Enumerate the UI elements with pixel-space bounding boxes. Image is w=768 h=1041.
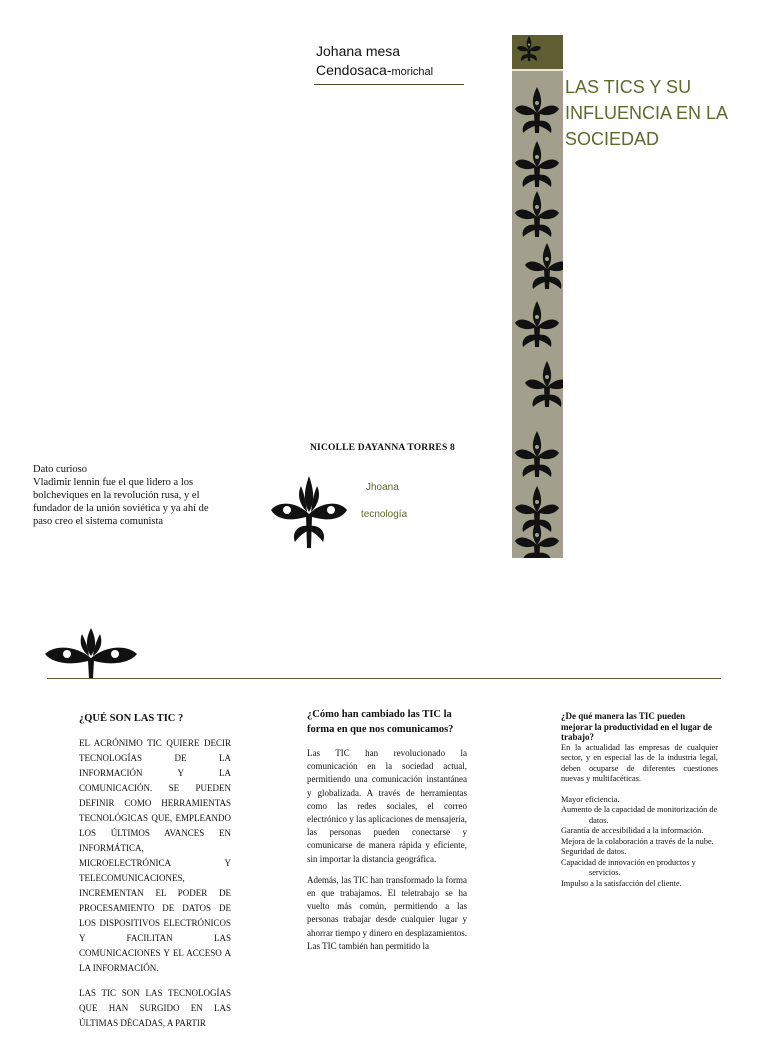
credit-tecnologia: tecnología [361, 509, 408, 520]
column2-paragraph-1: Las TIC han revolucionado la comunicación en la sociedad actual, permitiendo una comunicación instantánea y globalizada. A través de herramientas como las redes sociales, el correo electrónico y las aplicaciones de mensajería, las personas pueden conectarse y comunicarse de manera rápida y eficiente, sin importar la distancia geográfica. [307, 748, 467, 864]
column1-paragraph-2: LAS TIC SON LAS TECNOLOGÍAS QUE HAN SURGIDO EN LAS ÚLTIMAS DÉCADAS, A PARTIR [79, 988, 231, 1028]
column2-paragraph-2: Además, las TIC han transformado la forma en que trabajamos. El teletrabajo se ha vuelto más común, permitiendo a las personas trabajar desde cualquier lugar y ahorrar tiempo y dinero en desplazamientos. Las TIC también han permitido la [307, 874, 467, 951]
list-item: Aumento de la capacidad de monitorización de datos. [561, 805, 718, 825]
author-line1: Johana mesa [316, 43, 401, 59]
column3-paragraph-1: En la actualidad las empresas de cualquier sector, y en especial las de la industria legal, deben ocuparse de diferentes cuestiones nuevas y multifacéticas. [561, 742, 718, 783]
author-surname: Cendosaca- [316, 62, 392, 78]
list-item: Impulso a la satisfacción del cliente. [561, 878, 682, 888]
column-que-son-tic [79, 713, 231, 1041]
column1-heading: ¿QUÉ SON LAS TIC ? [79, 713, 184, 724]
fun-fact-text: Vladimir lennin fue el que lidero a los bolcheviques en la revolución rusa, y el fundador de la unión soviética y ya ahí de paso creo el sistema comunista [33, 477, 209, 527]
fun-fact-heading: Dato curioso [33, 464, 87, 475]
column3-heading: ¿De qué manera las TIC pueden mejorar la productividad en el lugar de trabajo? [561, 711, 713, 742]
floral-divider-icon [45, 626, 137, 680]
credit-jhoana: Jhoana [366, 482, 399, 493]
list-item: Mayor eficiencia. [561, 794, 620, 804]
floral-ornament-column-icon [512, 35, 563, 558]
list-item: Seguridad de datos. [561, 847, 627, 856]
list-item: Garantía de accesibilidad a la información. [561, 826, 704, 835]
page-title: LAS TICS Y SU INFLUENCIA EN LA SOCIEDAD [565, 77, 728, 149]
floral-ornament-icon [270, 474, 348, 550]
column2-heading: ¿Cómo han cambiado las TIC la forma en que nos comunicamos? [307, 709, 454, 735]
benefits-list [561, 795, 718, 890]
column1-paragraph-1: EL ACRÓNIMO TIC QUIERE DECIR TECNOLOGÍAS DE LA INFORMACIÓN Y LA COMUNICACIÓN. SE PUEDEN DEFINIR COMO HERRAMIENTAS TECNOLÓGICAS QUE, EMPLEANDO LOS ÚLTIMOS AVANCES EN INFORMÁTICA, MICROELECTRÓNICA Y TELECOMUNICACIONES, INCREMENTAN EL PODER DE PROCESAMIENTO DE DATOS DE LOS DISPOSITIVOS ELECTRÓNICOS Y FACILITAN LAS COMUNICACIONES Y EL ACCESO A LA INFORMACIÓN. [79, 738, 231, 973]
column-como-han-cambiado [307, 708, 467, 961]
list-item: Mejora de la colaboración a través de la nube. [561, 836, 714, 846]
credit-nicolle: NICOLLE DAYANNA TORRES 8 [310, 443, 455, 453]
author-location: morichal [391, 66, 434, 78]
list-item: Capacidad de innovación en productos y servicios. [561, 857, 696, 877]
author-name [316, 42, 466, 82]
fun-fact-block [33, 463, 218, 528]
column-productividad [561, 711, 718, 889]
author-line2 [316, 61, 466, 82]
section-divider [47, 678, 721, 679]
author-divider [314, 84, 464, 85]
